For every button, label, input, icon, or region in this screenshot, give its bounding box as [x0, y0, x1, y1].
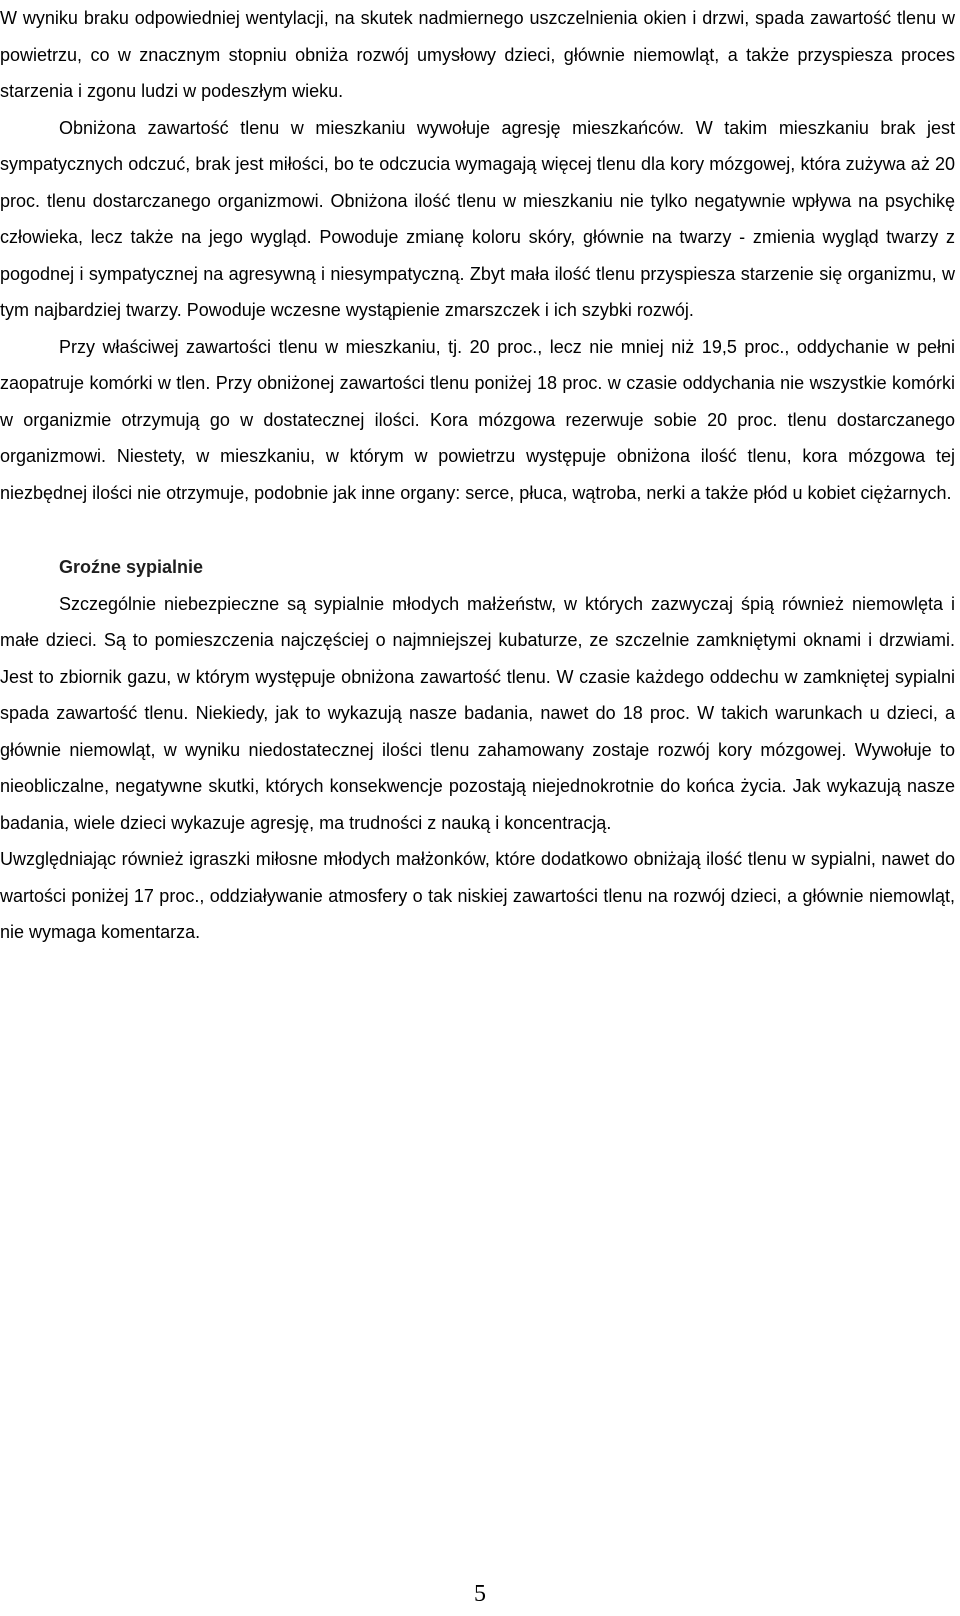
paragraph-bedrooms: Szczególnie niebezpieczne są sypialnie młodych małżeństw, w których zazwyczaj śpią również niemowlęta i małe dzieci. Są to pomieszczenia najczęściej o najmniejszej kubaturze, ze szczelnie zamkniętymi oknami i drzwiami. Jest to zbiornik gazu, w którym występuje obniżona zawartość tlenu. W czasie każdego oddechu w zamkniętej sypialni spada zawartość tlenu. Niekiedy, jak to wykazują nasze badania, nawet do 18 proc. W takich warunkach u dzieci, a głównie niemowląt, w wyniku niedostatecznej ilości tlenu zahamowany zostaje rozwój kory mózgowej. Wywołuje to nieobliczalne, negatywne skutki, których konsekwencje pozostają niejednokrotnie do końca życia. Jak wykazują nasze badania, wiele dzieci wykazuje agresję, ma trudności z nauką i koncentracją.	[0, 593, 955, 833]
paragraph-oxygen-levels: Przy właściwej zawartości tlenu w mieszkaniu, tj. 20 proc., lecz nie mniej niż 19,5 proc., oddychanie w pełni zaopatruje komórki w tlen. Przy obniżonej zawartości tlenu poniżej 18 proc. w czasie oddychania nie wszystkie komórki w organizmie otrzymują go w dostatecznej ilości. Kora mózgowa rezerwuje sobie 20 proc. tlenu dostarczanego organizmowi. Niestety, w mieszkaniu, w którym w powietrzu występuje obniżona ilość tlenu, kora mózgowa tej niezbędnej ilości nie otrzymuje, podobnie jak inne organy: serce, płuca, wątroba, nerki a także płód u kobiet ciężarnych.	[0, 336, 955, 503]
paragraph-aggression: Obniżona zawartość tlenu w mieszkaniu wywołuje agresję mieszkańców. W takim mieszkaniu brak jest sympatycznych odczuć, brak jest miłości, bo te odczucia wymagają więcej tlenu dla kory mózgowej, która zużywa aż 20 proc. tlenu dostarczanego organizmowi. Obniżona ilość tlenu w mieszkaniu nie tylko negatywnie wpływa na psychikę człowieka, lecz także na jego wygląd. Powoduje zmianę koloru skóry, głównie na twarzy - zmienia wygląd twarzy z pogodnej i sympatycznej na agresywną i niesympatyczną. Zbyt mała ilość tlenu przyspiesza starzenie się organizmu, w tym najbardziej twarzy. Powoduje wczesne wystąpienie zmarszczek i ich szybki rozwój.	[0, 117, 955, 320]
paragraph-ventilation: W wyniku braku odpowiedniej wentylacji, na skutek nadmiernego uszczelnienia okien i drzwi, spada zawartość tlenu w powietrzu, co w znacznym stopniu obniża rozwój umysłowy dzieci, głównie niemowląt, a także przyspiesza proces starzenia i zgonu ludzi w podeszłym wieku.	[0, 8, 955, 101]
section-heading: Groźne sypialnie	[59, 557, 204, 577]
page-number: 5	[474, 1581, 486, 1607]
section-spacer	[0, 511, 955, 549]
paragraph-conclusion: Uwzględniając również igraszki miłosne młodych małżonków, które dodatkowo obniżają ilość tlenu w sypialni, nawet do wartości poniżej 17 proc., oddziaływanie atmosfery o tak niskiej zawartości tlenu na rozwój dzieci, a głównie niemowląt, nie wymaga komentarza.	[0, 849, 955, 942]
